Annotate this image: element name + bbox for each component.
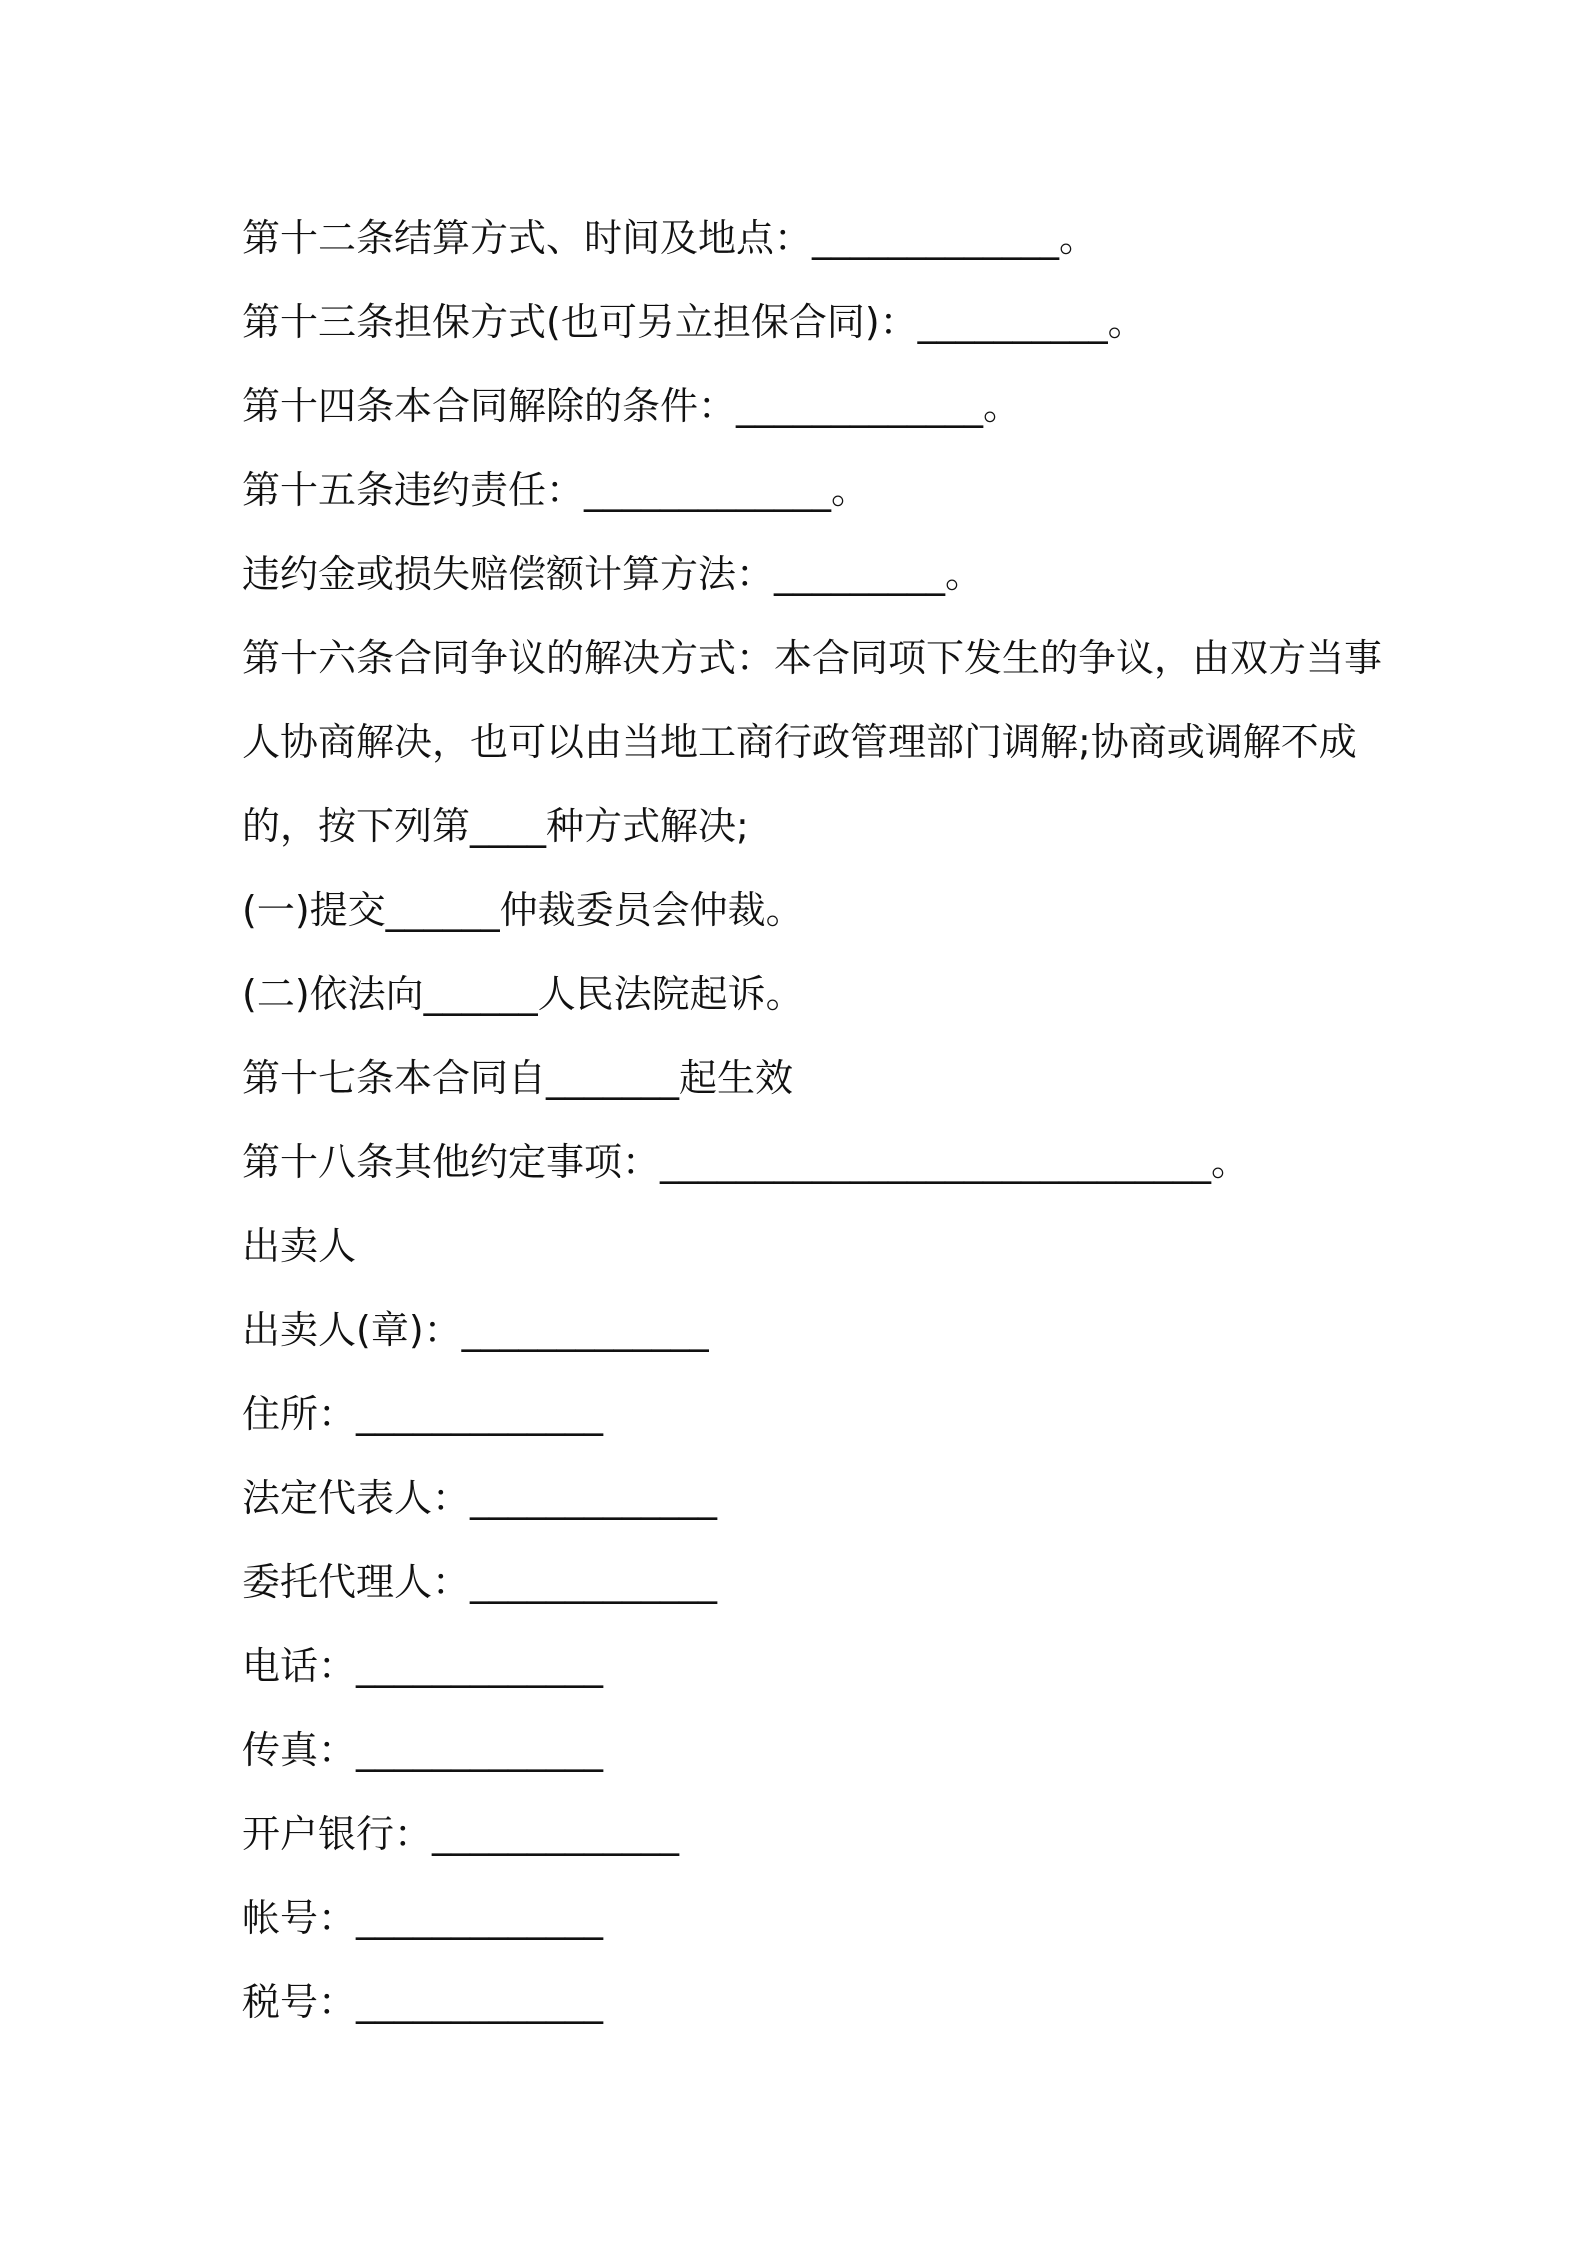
clause-13-guarantee: 第十三条担保方式(也可另立担保合同)：__________。	[242, 300, 1146, 344]
dispute-option-court: (二)依法向______人民法院起诉。	[242, 972, 804, 1016]
clause-18-other-matters: 第十八条其他约定事项：_____________________________。	[242, 1140, 1250, 1184]
clause-12-settlement: 第十二条结算方式、时间及地点：_____________。	[242, 216, 1098, 260]
seller-seal-field: 出卖人(章)：_____________	[242, 1308, 709, 1352]
clause-16-dispute-line-2: 人协商解决，也可以由当地工商行政管理部门调解;协商或调解不成	[242, 720, 1357, 764]
seller-legal-rep-field: 法定代表人：_____________	[242, 1476, 718, 1520]
seller-address-field: 住所：_____________	[242, 1392, 604, 1436]
seller-agent-field: 委托代理人：_____________	[242, 1560, 718, 1604]
clause-14-termination: 第十四条本合同解除的条件：_____________。	[242, 384, 1022, 428]
seller-account-field: 帐号：_____________	[242, 1896, 604, 1940]
clause-15-liability: 第十五条违约责任：_____________。	[242, 468, 870, 512]
seller-fax-field: 传真：_____________	[242, 1728, 604, 1772]
document-body	[242, 196, 1383, 2044]
seller-phone-field: 电话：_____________	[242, 1644, 604, 1688]
clause-16-dispute-line-1: 第十六条合同争议的解决方式：本合同项下发生的争议，由双方当事	[242, 636, 1383, 680]
dispute-option-arbitration: (一)提交______仲裁委员会仲裁。	[242, 888, 804, 932]
penalty-calculation: 违约金或损失赔偿额计算方法：_________。	[242, 552, 984, 596]
clause-16-dispute-line-3: 的，按下列第____种方式解决;	[242, 804, 749, 848]
clause-17-effective: 第十七条本合同自_______起生效	[242, 1056, 794, 1100]
seller-heading: 出卖人	[242, 1224, 357, 1268]
seller-tax-id-field: 税号：_____________	[242, 1980, 604, 2024]
seller-bank-field: 开户银行：_____________	[242, 1812, 680, 1856]
